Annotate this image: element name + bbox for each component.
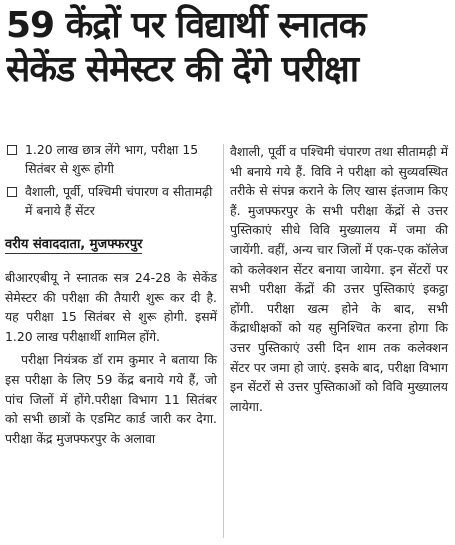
highlight-item xyxy=(5,140,217,178)
bullet-square-icon xyxy=(7,145,17,155)
body-paragraph: बीआरएबीयू ने स्नातक सत्र 24-28 के सेकेंड सेमेस्टर की परीक्षा की तैयारी शुरू कर दी है. यह परीक्षा 15 सितंबर से शुरू होगी. इसमें 1.20 लाख परीक्षार्थी शामिल होंगे. xyxy=(5,270,217,344)
headline xyxy=(6,4,450,92)
highlight-text: 1.20 लाख छात्र लेंगे भाग, परीक्षा 15 सितंबर से शुरू होगी xyxy=(25,142,199,176)
highlight-text: वैशाली, पूर्वी, पश्चिमी चंपारण व सीतामढ़ी में बनाये हैं सेंटर xyxy=(25,184,213,218)
column-divider xyxy=(223,144,224,538)
body-paragraph: परीक्षा नियंत्रक डॉ राम कुमार ने बताया कि इस परीक्षा के लिए 59 केंद्र बनाये गये हैं, जो पांच जिलों में होंगे.परीक्षा विभाग 11 सितंबर को सभी छात्रों के एडमिट कार्ड जारी कर देगा. परीक्षा केंद्र मुजफ्फरपुर के अलावा xyxy=(5,352,217,446)
body-paragraph: वैशाली, पूर्वी व पश्चिमी चंपारण तथा सीतामढ़ी में भी बनाये गये हैं. विवि ने परीक्षा को सुव्यवस्थित तरीके से संपन्न कराने के लिए खास इंतजाम किए हैं. मुजफ्फरपुर के सभी परीक्षा केंद्रों से उत्तर पुस्तिकाएं सीधे विवि मुख्यालय में जमा की जायेंगी. वहीं, अन्य चार जिलों में एक-एक कॉलेज को कलेक्शन सेंटर बनाया जायेगा. इन सेंटरों पर सभी परीक्षा केंद्रों की उत्तर पुस्तिकाएं इकट्ठा होंगी. परीक्षा खत्म होने के बाद, सभी केंद्राधीक्षकों को यह सुनिश्चित करना होगा कि उत्तर पुस्तिकाएं उसी दिन शाम तक कलेक्शन सेंटर पर जमा हो जाएं. इसके बाद, परीक्षा विभाग इन सेंटरों से उत्तर पुस्तिकाओं को विवि मुख्यालय लायेगा. xyxy=(230,144,448,414)
byline: वरीय संवाददाता, मुजफ्फरपुर xyxy=(5,234,142,254)
headline-line-2: सेकेंड सेमेस्टर की देंगे परीक्षा xyxy=(6,49,359,90)
highlight-item xyxy=(5,182,217,220)
right-column xyxy=(230,142,448,416)
headline-line-1: 59 केंद्रों पर विद्यार्थी स्नातक xyxy=(6,5,366,46)
left-column xyxy=(5,140,217,448)
bullet-square-icon xyxy=(7,187,17,197)
